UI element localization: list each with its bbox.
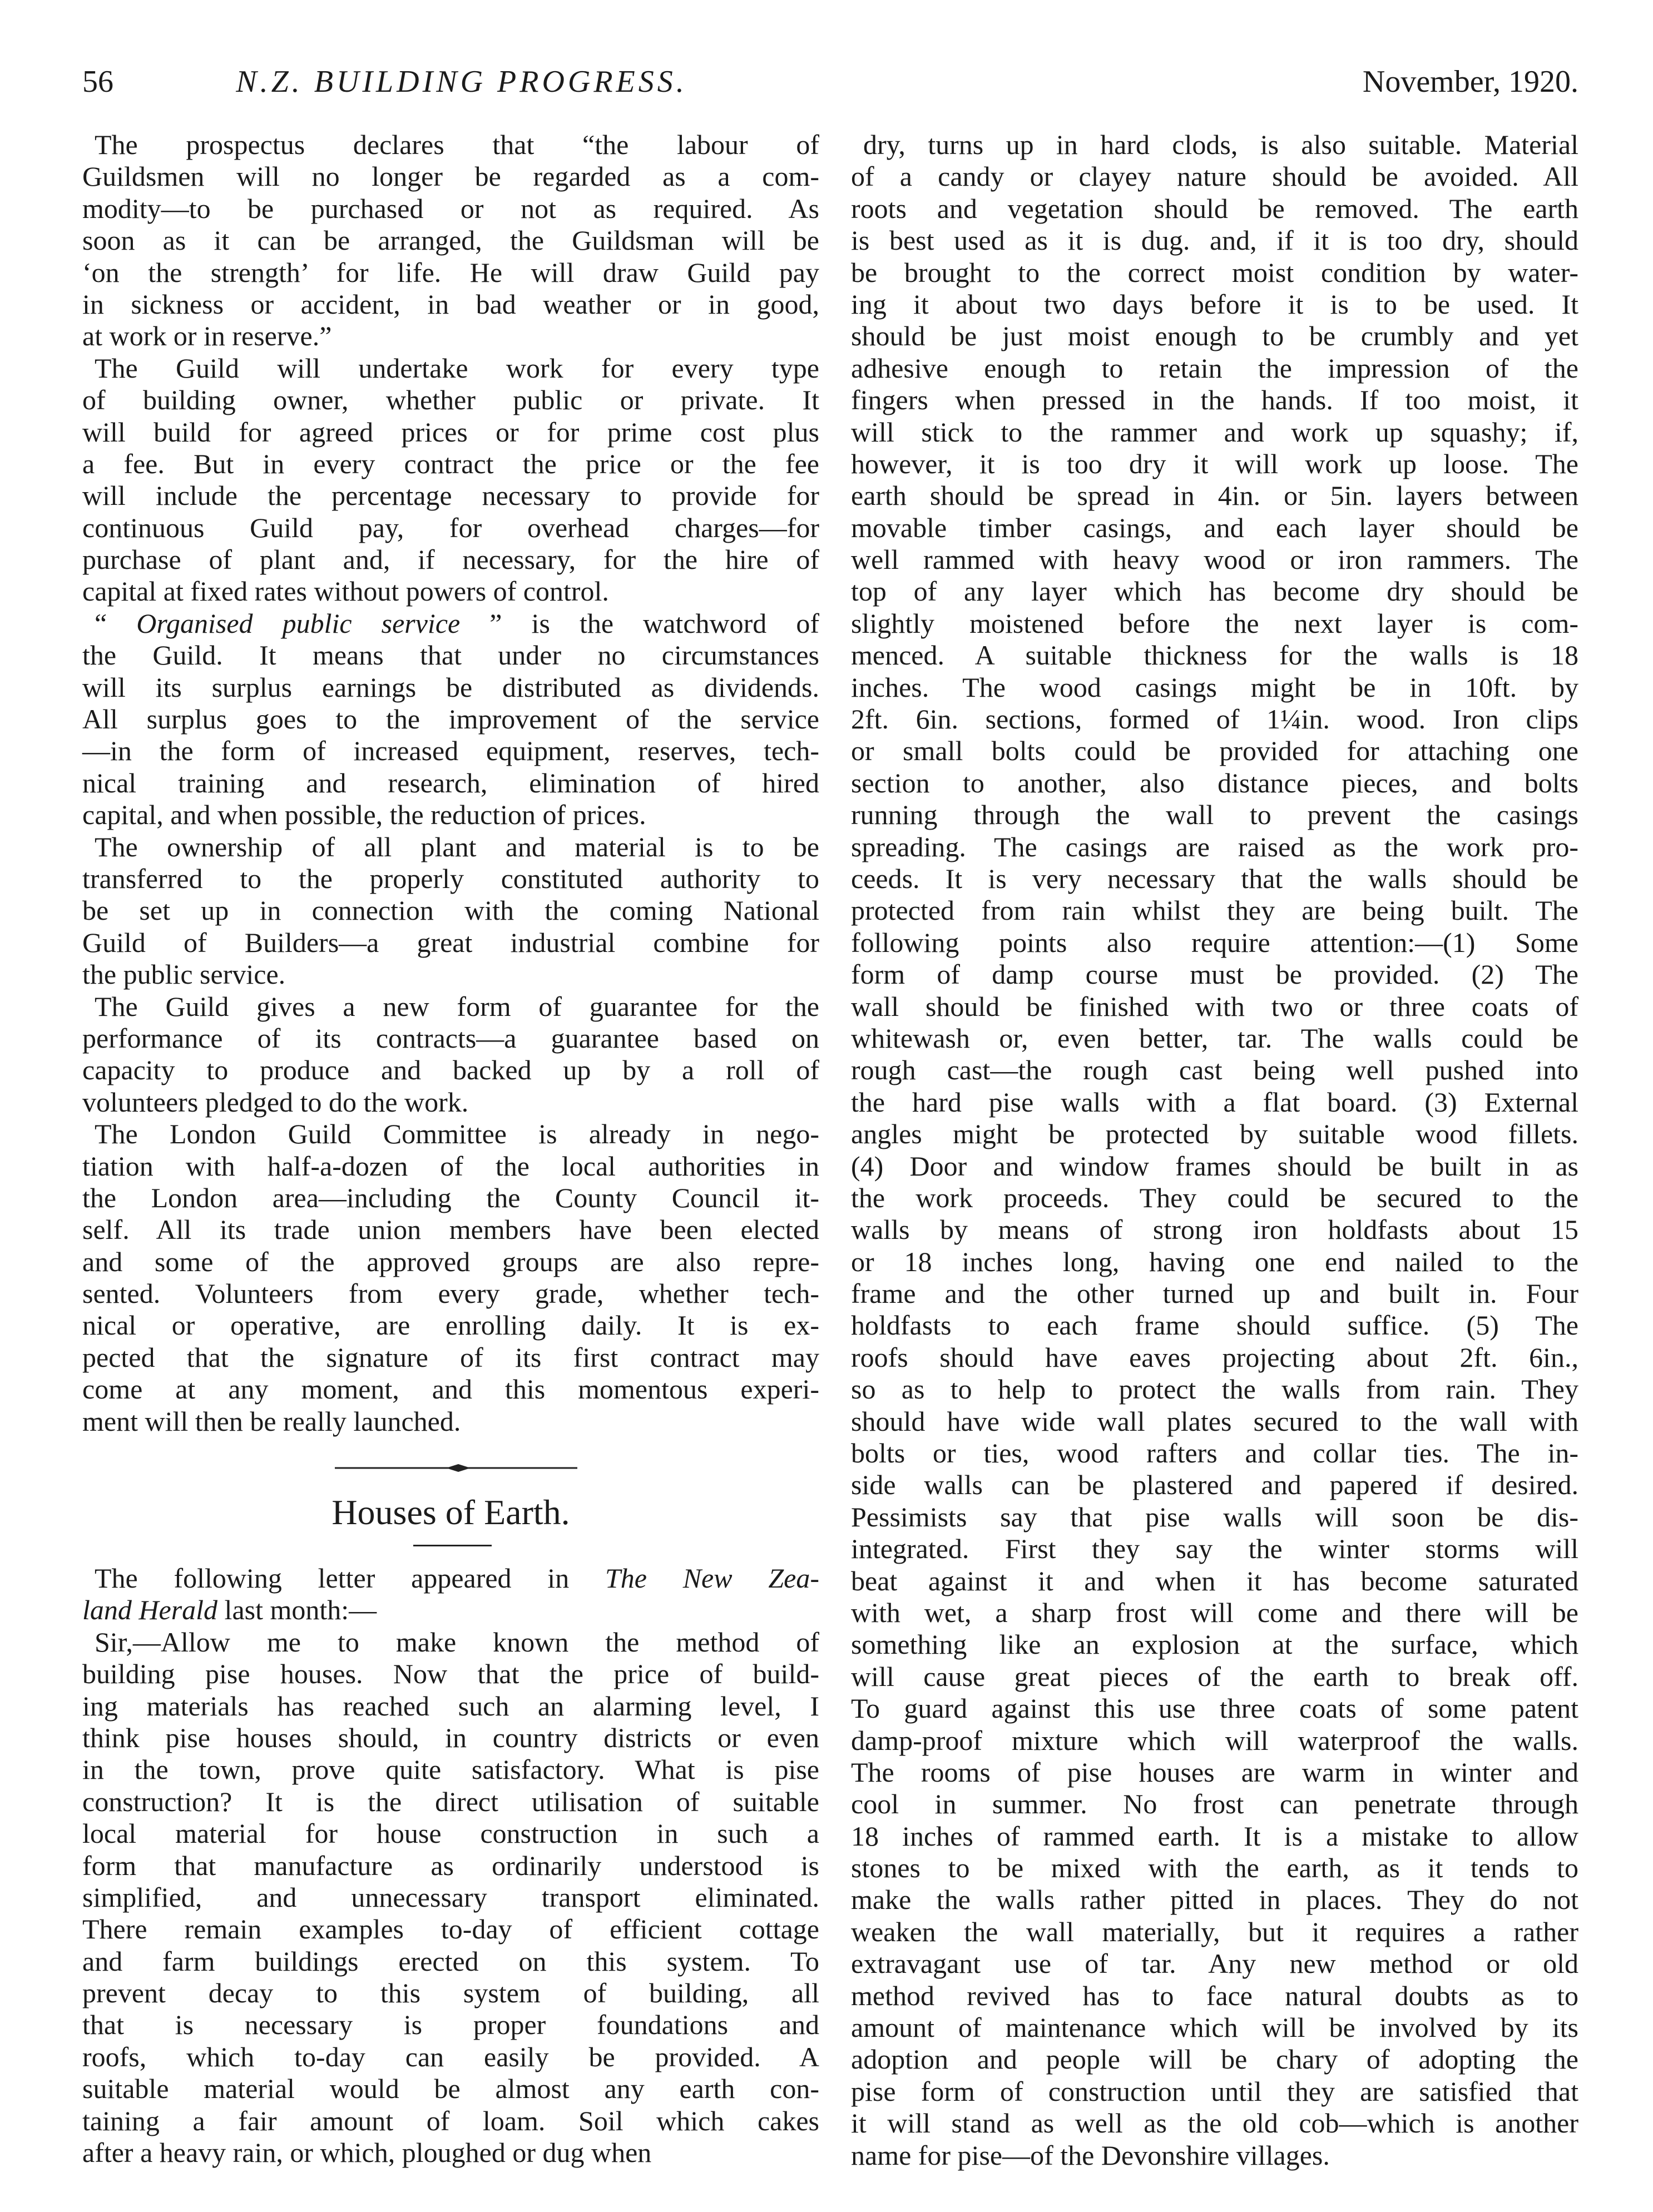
text-line: the Guild. It means that under no circumstances bbox=[82, 639, 819, 671]
text-line: To guard against this use three coats of some patent bbox=[851, 1693, 1578, 1724]
italic-text: Organised public service bbox=[136, 607, 461, 639]
heading-rule bbox=[413, 1545, 492, 1546]
text-line: construction? It is the direct utilisation of suitable bbox=[82, 1786, 819, 1817]
text-line: modity—to be purchased or not as required. As bbox=[82, 192, 819, 224]
text-line: that is necessary is proper foundations and bbox=[82, 2009, 819, 2041]
text-line: earth should be spread in 4in. or 5in. layers between bbox=[851, 480, 1578, 512]
text-line: or small bolts could be provided for attaching one bbox=[851, 735, 1578, 767]
text-line: the hard pise walls with a flat board. (3) External bbox=[851, 1086, 1578, 1118]
text-line: pected that the signature of its first contract may bbox=[82, 1341, 819, 1373]
text-line: bolts or ties, wood rafters and collar ties. The in- bbox=[851, 1437, 1578, 1469]
paragraph bbox=[82, 1626, 819, 2169]
text-line: top of any layer which has become dry should be bbox=[851, 576, 1578, 607]
text-line: it will stand as well as the old cob—which is another bbox=[851, 2107, 1578, 2139]
text-line: menced. A suitable thickness for the walls is 18 bbox=[851, 639, 1578, 671]
text-span: “ bbox=[95, 607, 137, 639]
text-line: integrated. First they say the winter storms will bbox=[851, 1533, 1578, 1565]
paragraph bbox=[82, 353, 819, 608]
text-line: nical or operative, are enrolling daily. It is ex- bbox=[82, 1310, 819, 1341]
text-line: frame and the other turned up and built in. Four bbox=[851, 1278, 1578, 1310]
left-column-bottom bbox=[82, 1563, 819, 2169]
text-line: The prospectus declares that “the labour of bbox=[95, 129, 819, 160]
text-line: Sir,—Allow me to make known the method of bbox=[95, 1626, 819, 1658]
text-line: however, it is too dry it will work up loose. The bbox=[851, 448, 1578, 479]
text-line: ‘on the strength’ for life. He will draw Guild pay bbox=[82, 256, 819, 288]
text-line: angles might be protected by suitable wood fillets. bbox=[851, 1118, 1578, 1150]
text-line: Guild of Builders—a great industrial combine for bbox=[82, 926, 819, 958]
paragraph bbox=[82, 831, 819, 991]
text-line: inches. The wood casings might be in 10ft. by bbox=[851, 671, 1578, 703]
text-line: holdfasts to each frame should suffice. (5) The bbox=[851, 1310, 1578, 1341]
text-span: The following letter appeared in bbox=[95, 1563, 605, 1594]
text-line bbox=[82, 1563, 819, 1594]
text-line: beat against it and when it has become saturated bbox=[851, 1565, 1578, 1596]
text-line: capacity to produce and backed up by a roll of bbox=[82, 1054, 819, 1086]
text-line: at work or in reserve.” bbox=[82, 320, 332, 352]
text-line: will stick to the rammer and work up squashy; if, bbox=[851, 416, 1578, 448]
text-line: and farm buildings erected on this system. To bbox=[82, 1945, 819, 1977]
text-line: adhesive enough to retain the impression of the bbox=[851, 352, 1578, 384]
text-line bbox=[82, 1594, 819, 1626]
text-line: the public service. bbox=[82, 959, 286, 990]
text-line: spreading. The casings are raised as the work pro- bbox=[851, 831, 1578, 862]
text-line: a fee. But in every contract the price or the fee bbox=[82, 448, 819, 479]
text-line: something like an explosion at the surface, which bbox=[851, 1629, 1578, 1660]
text-line: capital at fixed rates without powers of control. bbox=[82, 576, 609, 607]
text-line: running through the wall to prevent the casings bbox=[851, 799, 1578, 831]
text-line: weaken the wall materially, but it requires a rather bbox=[851, 1916, 1578, 1947]
paragraph bbox=[82, 1563, 819, 1626]
right-column bbox=[851, 129, 1578, 2171]
text-line: make the walls rather pitted in places. They do not bbox=[851, 1884, 1578, 1916]
text-line: with wet, a sharp frost will come and there will be bbox=[851, 1596, 1578, 1628]
paragraph bbox=[82, 991, 819, 1119]
text-line: well rammed with heavy wood or iron rammers. The bbox=[851, 544, 1578, 576]
text-line: There remain examples to-day of efficient cottage bbox=[82, 1913, 819, 1945]
text-line: building pise houses. Now that the price of build- bbox=[82, 1658, 819, 1690]
text-line: 2ft. 6in. sections, formed of 1¼in. wood. Iron clips bbox=[851, 703, 1578, 735]
text-line: method revived has to face natural doubts as to bbox=[851, 1980, 1578, 2011]
left-column-top bbox=[82, 129, 819, 1437]
text-line: of building owner, whether public or private. It bbox=[82, 384, 819, 416]
text-line: be set up in connection with the coming National bbox=[82, 895, 819, 926]
text-line: performance of its contracts—a guarantee based on bbox=[82, 1022, 819, 1054]
paragraph bbox=[82, 608, 819, 831]
text-line: and some of the approved groups are also repre- bbox=[82, 1246, 819, 1277]
text-line: amount of maintenance which will be involved by its bbox=[851, 2012, 1578, 2044]
text-line: The rooms of pise houses are warm in winter and bbox=[851, 1756, 1578, 1788]
text-line: All surplus goes to the improvement of the service bbox=[82, 703, 819, 735]
text-line: or 18 inches long, having one end nailed to the bbox=[851, 1246, 1578, 1277]
text-line: ceeds. It is very necessary that the walls should be bbox=[851, 862, 1578, 894]
text-line: ing it about two days before it is to be used. It bbox=[851, 288, 1578, 320]
text-line: The London Guild Committee is already in nego- bbox=[95, 1118, 819, 1150]
text-line: roofs should have eaves projecting about 2ft. 6in., bbox=[851, 1341, 1578, 1373]
text-line: continuous Guild pay, for overhead charges—for bbox=[82, 512, 819, 543]
text-line: taining a fair amount of loam. Soil which cakes bbox=[82, 2105, 819, 2136]
text-span: last month:— bbox=[217, 1594, 377, 1626]
text-line: so as to help to protect the walls from rain. They bbox=[851, 1373, 1578, 1405]
text-line: The Guild gives a new form of guarantee for the bbox=[95, 990, 819, 1022]
text-line: damp-proof mixture which will waterproof the walls. bbox=[851, 1724, 1578, 1756]
text-line: (4) Door and window frames should be built in as bbox=[851, 1150, 1578, 1182]
text-line: Guildsmen will no longer be regarded as a com- bbox=[82, 161, 819, 192]
text-line: prevent decay to this system of building, all bbox=[82, 1977, 819, 2009]
text-line: pise form of construction until they are satisfied that bbox=[851, 2075, 1578, 2107]
text-line: volunteers pledged to do the work. bbox=[82, 1086, 469, 1118]
text-line: in the town, prove quite satisfactory. What is pise bbox=[82, 1754, 819, 1786]
paragraph bbox=[851, 129, 1578, 2171]
text-line: cool in summer. No frost can penetrate through bbox=[851, 1788, 1578, 1820]
text-line: walls by means of strong iron holdfasts about 15 bbox=[851, 1214, 1578, 1246]
text-line: the London area—including the County Council it- bbox=[82, 1182, 819, 1213]
text-line: purchase of plant and, if necessary, for the hire of bbox=[82, 544, 819, 576]
text-line: name for pise—of the Devonshire villages. bbox=[851, 2139, 1330, 2171]
text-line: will its surplus earnings be distributed as dividends. bbox=[82, 671, 819, 703]
text-line: suitable material would be almost any earth con- bbox=[82, 2073, 819, 2105]
text-line: of a candy or clayey nature should be avoided. All bbox=[851, 161, 1578, 192]
section-divider-ornament bbox=[335, 1461, 577, 1475]
text-line: in sickness or accident, in bad weather or in good, bbox=[82, 288, 819, 320]
text-line: come at any moment, and this momentous experi- bbox=[82, 1373, 819, 1405]
issue-date: November, 1920. bbox=[1362, 65, 1578, 99]
text-line: ment will then be really launched. bbox=[82, 1405, 461, 1437]
text-line: should have wide wall plates secured to the wall with bbox=[851, 1405, 1578, 1437]
text-line: dry, turns up in hard clods, is also suitable. Material bbox=[863, 129, 1578, 160]
text-line: section to another, also distance pieces, and bolts bbox=[851, 767, 1578, 798]
text-line: fingers when pressed in the hands. If too moist, it bbox=[851, 384, 1578, 416]
text-span: ” is the watchword of bbox=[460, 607, 819, 639]
text-line: soon as it can be arranged, the Guildsman will be bbox=[82, 225, 819, 256]
text-line: side walls can be plastered and papered if desired. bbox=[851, 1469, 1578, 1501]
text-line: be brought to the correct moist condition by water- bbox=[851, 256, 1578, 288]
page-number: 56 bbox=[82, 65, 113, 99]
text-line bbox=[82, 608, 819, 639]
text-line: following points also require attention:—(1) Some bbox=[851, 926, 1578, 958]
italic-text: The New Zea- bbox=[605, 1563, 819, 1594]
article-heading: Houses of Earth. bbox=[331, 1492, 570, 1532]
text-line: transferred to the properly constituted authority to bbox=[82, 862, 819, 894]
text-line: should be just moist enough to be crumbly and yet bbox=[851, 320, 1578, 352]
italic-text: land Herald bbox=[82, 1594, 218, 1626]
text-line: think pise houses should, in country districts or even bbox=[82, 1722, 819, 1753]
text-line: movable timber casings, and each layer should be bbox=[851, 512, 1578, 543]
text-line: the work proceeds. They could be secured to the bbox=[851, 1182, 1578, 1213]
text-line: adoption and people will be chary of adopting the bbox=[851, 2044, 1578, 2075]
text-line: slightly moistened before the next layer is com- bbox=[851, 607, 1578, 639]
text-line: ing materials has reached such an alarming level, I bbox=[82, 1690, 819, 1722]
text-line: after a heavy rain, or which, ploughed or dug when bbox=[82, 2137, 652, 2169]
text-line: capital, and when possible, the reduction of prices. bbox=[82, 799, 646, 831]
publication-title: N.Z. BUILDING PROGRESS. bbox=[236, 65, 687, 99]
text-line: roots and vegetation should be removed. The earth bbox=[851, 192, 1578, 224]
text-line: is best used as it is dug. and, if it is too dry, should bbox=[851, 225, 1578, 256]
text-line: will include the percentage necessary to provide for bbox=[82, 480, 819, 512]
text-line: The ownership of all plant and material is to be bbox=[95, 831, 819, 862]
text-line: Pessimists say that pise walls will soon be dis- bbox=[851, 1501, 1578, 1532]
text-line: local material for house construction in such a bbox=[82, 1818, 819, 1849]
text-line: simplified, and unnecessary transport eliminated. bbox=[82, 1881, 819, 1913]
text-line: form that manufacture as ordinarily understood is bbox=[82, 1849, 819, 1881]
text-line: rough cast—the rough cast being well pushed into bbox=[851, 1054, 1578, 1086]
text-line: self. All its trade union members have been elected bbox=[82, 1214, 819, 1246]
text-line: will cause great pieces of the earth to break off. bbox=[851, 1660, 1578, 1692]
text-line: sented. Volunteers from every grade, whether tech- bbox=[82, 1278, 819, 1310]
text-line: whitewash or, even better, tar. The walls could be bbox=[851, 1022, 1578, 1054]
text-line: tiation with half-a-dozen of the local authorities in bbox=[82, 1150, 819, 1182]
text-line: The Guild will undertake work for every type bbox=[95, 352, 819, 384]
paragraph bbox=[82, 129, 819, 353]
text-line: extravagant use of tar. Any new method or old bbox=[851, 1948, 1578, 1980]
text-line: —in the form of increased equipment, reserves, tech- bbox=[82, 735, 819, 767]
text-line: protected from rain whilst they are being built. The bbox=[851, 895, 1578, 926]
text-line: roofs, which to-day can easily be provided. A bbox=[82, 2041, 819, 2072]
text-line: form of damp course must be provided. (2) The bbox=[851, 959, 1578, 990]
text-line: will build for agreed prices or for prime cost plus bbox=[82, 416, 819, 448]
text-line: wall should be finished with two or three coats of bbox=[851, 990, 1578, 1022]
paragraph bbox=[82, 1118, 819, 1437]
text-line: stones to be mixed with the earth, as it tends to bbox=[851, 1852, 1578, 1884]
text-line: nical training and research, elimination of hired bbox=[82, 767, 819, 798]
text-line: 18 inches of rammed earth. It is a mistake to allow bbox=[851, 1820, 1578, 1852]
